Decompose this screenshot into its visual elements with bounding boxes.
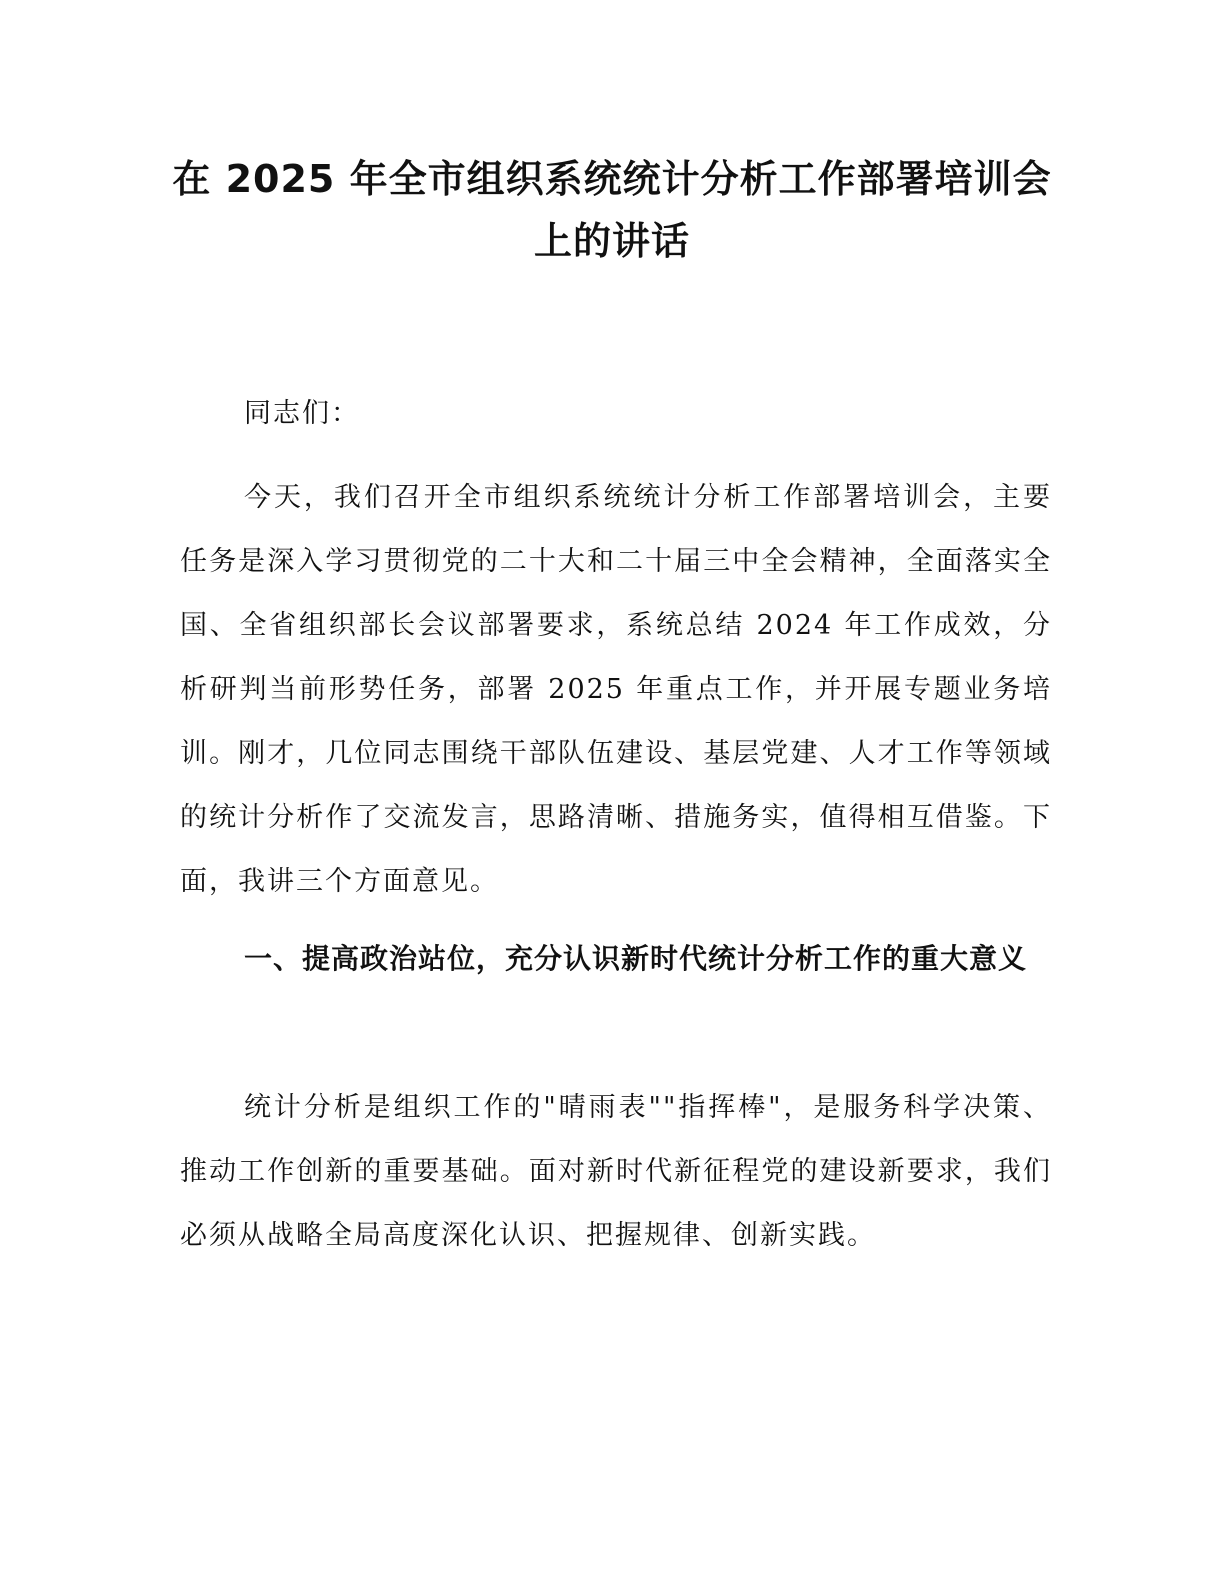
section-heading-1: 一、提高政治站位，充分认识新时代统计分析工作的重大意义	[244, 942, 1028, 975]
document-title: 在 2025 年全市组织系统统计分析工作部署培训会上的讲话	[172, 157, 1052, 263]
paragraph-section-1: 统计分析是组织工作的"晴雨表""指挥棒"，是服务科学决策、推动工作创新的重要基础。面对新时代新征程党的建设新要求，我们必须从战略全局高度深化认识、把握规律、创新实践。	[180, 1092, 1052, 1251]
paragraph-intro: 今天，我们召开全市组织系统统计分析工作部署培训会，主要任务是深入学习贯彻党的二十大和二十届三中全会精神，全面落实全国、全省组织部长会议部署要求，系统总结 2024 年工作成效，分析研判当前形势任务，部署 2025 年重点工作，并开展专题业务培训。刚才，几位同志围绕干部队伍建设、基层党建、人才工作等领域的统计分析作了交流发言，思路清晰、措施务实，值得相互借鉴。下面，我讲三个方面意见。	[180, 482, 1052, 897]
salutation: 同志们：	[244, 398, 360, 429]
